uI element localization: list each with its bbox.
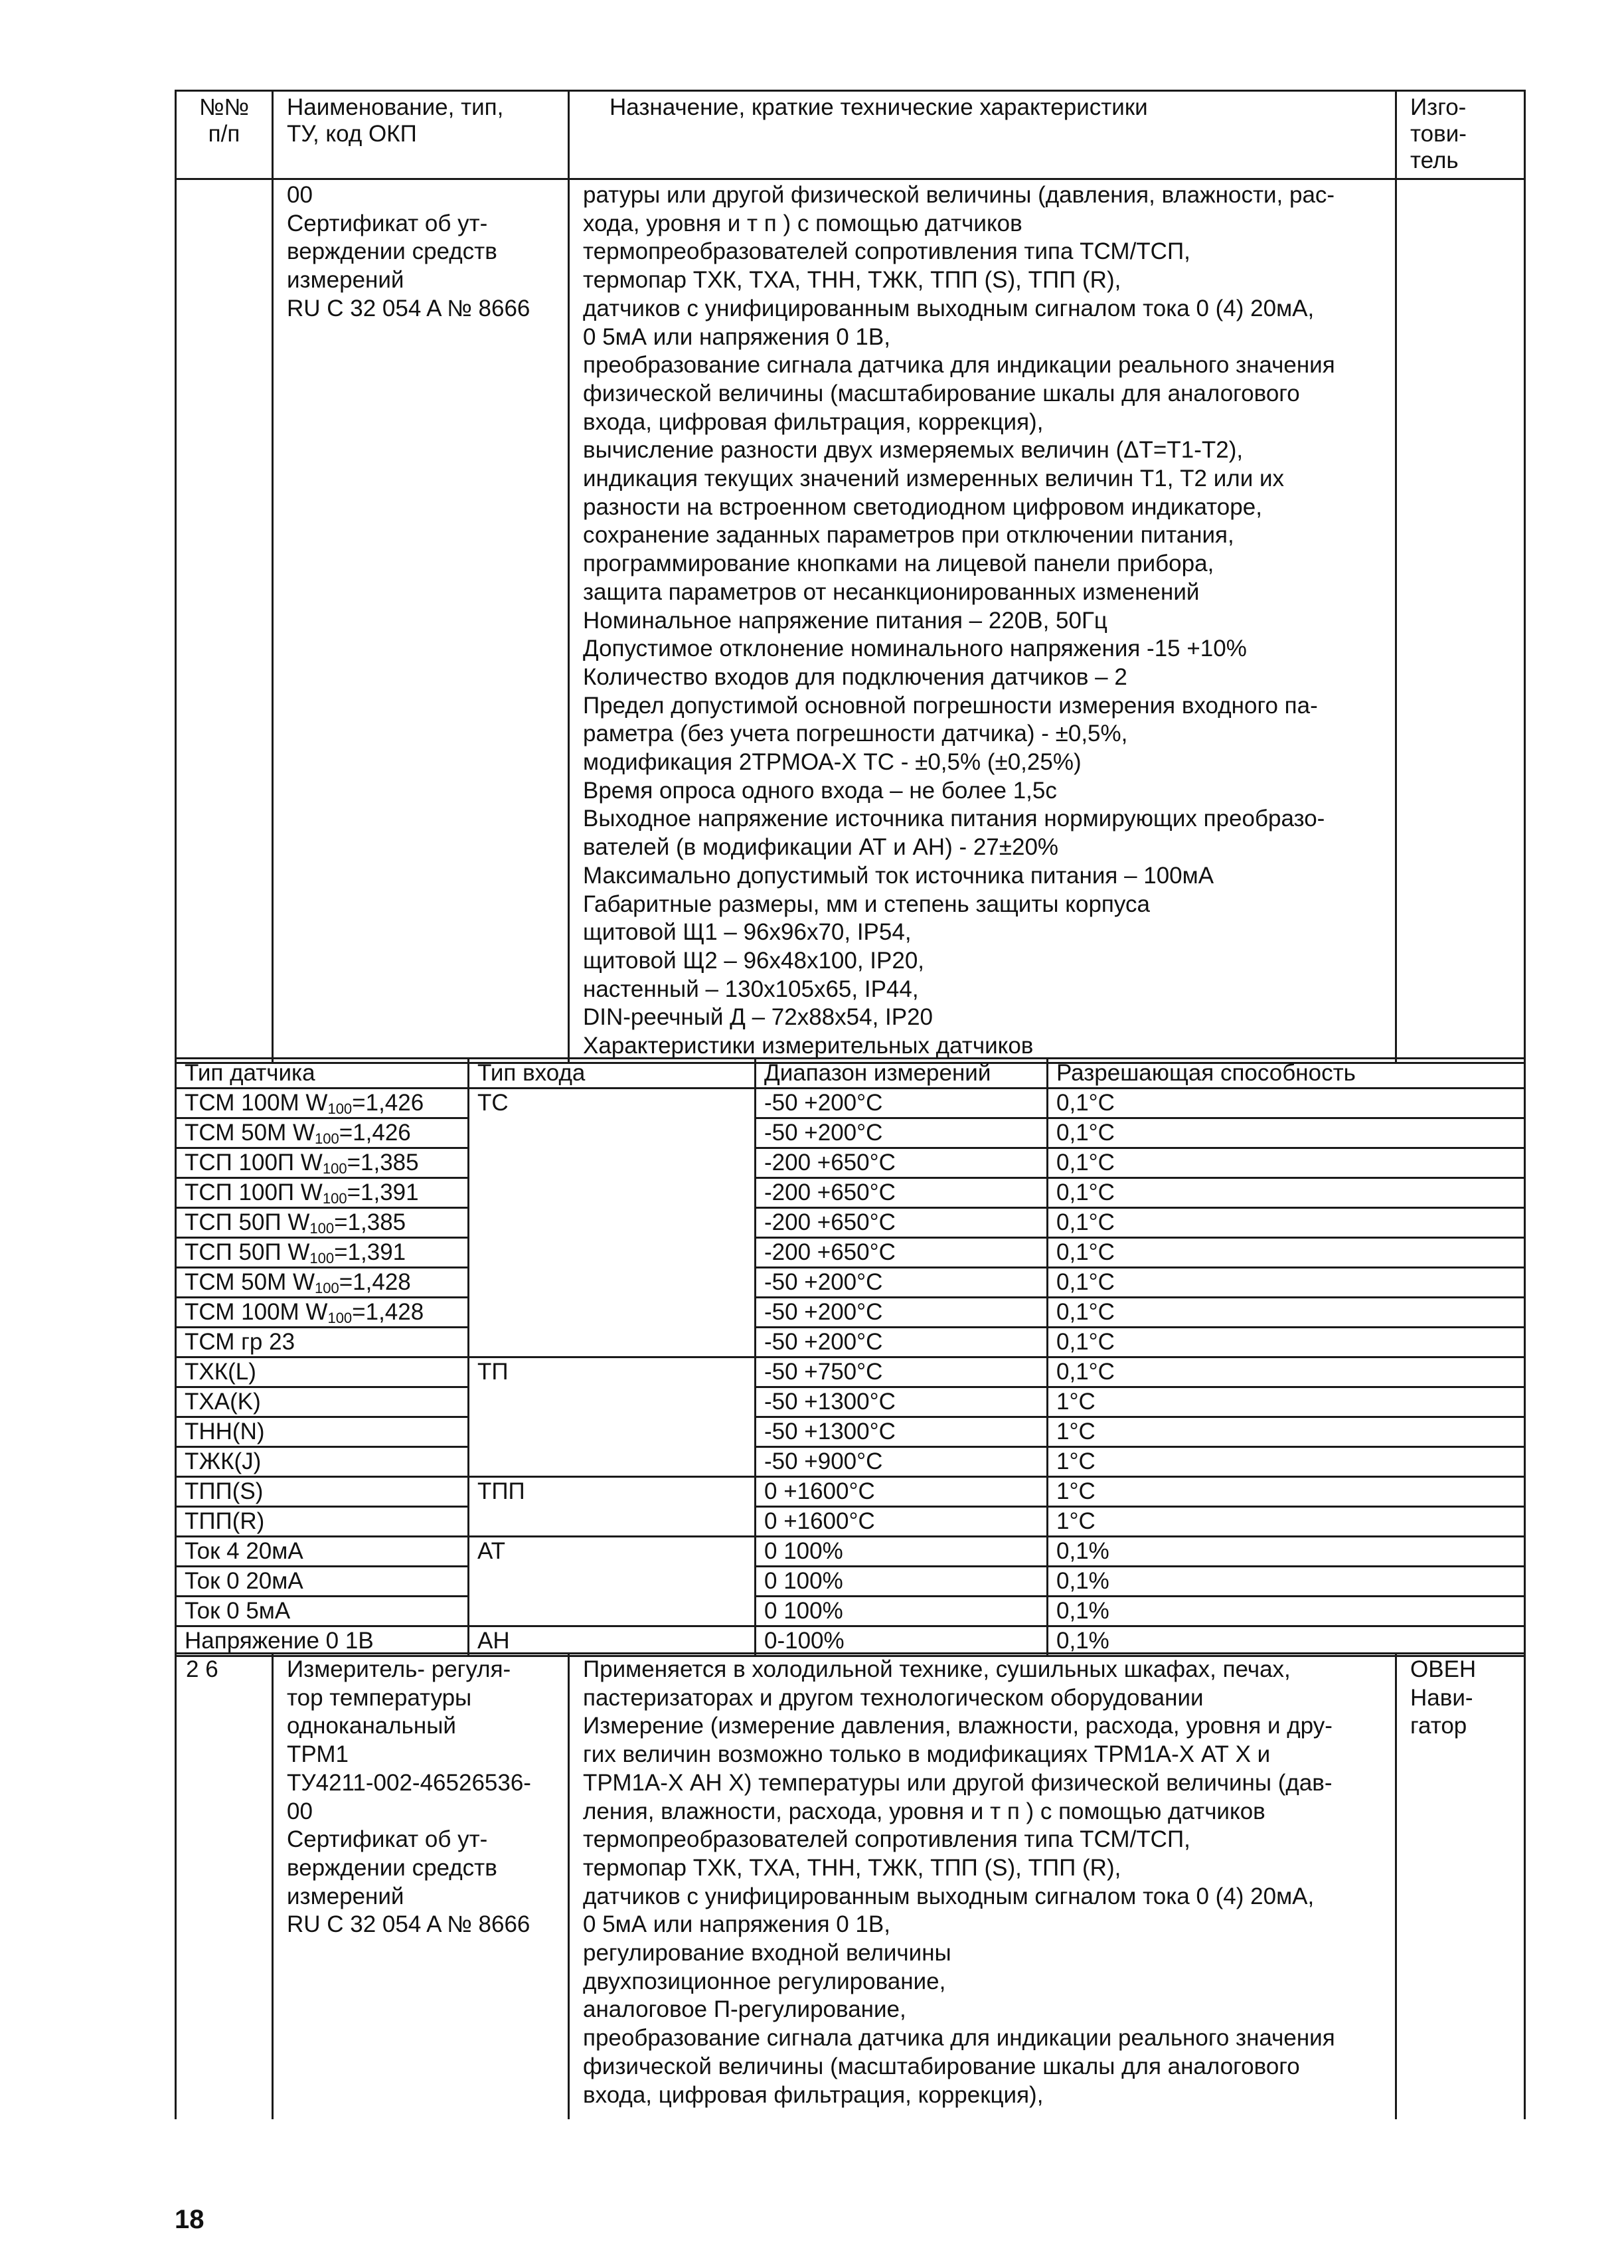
header-num-line: п/п bbox=[208, 121, 240, 147]
sensor-resolution: 0,1°С bbox=[1048, 1118, 1525, 1148]
sensor-resolution: 0,1°С bbox=[1048, 1089, 1525, 1118]
entry2-name-line: одноканальный bbox=[287, 1713, 456, 1739]
sensor-type bbox=[176, 1537, 469, 1567]
sensor-input-type bbox=[469, 1148, 756, 1178]
sensor-type bbox=[176, 1298, 469, 1328]
entry2-purpose-line: термопар ТХК, ТХА, ТНН, ТЖК, ТПП (S), ТПП (R), bbox=[583, 1854, 1121, 1881]
sensor-row bbox=[176, 1537, 1525, 1567]
entry2-maker bbox=[1396, 1654, 1525, 2119]
sensor-type bbox=[176, 1477, 469, 1507]
sensor-range: 0 +1600°С bbox=[756, 1507, 1048, 1537]
sensor-type bbox=[176, 1597, 469, 1626]
sensor-type bbox=[176, 1268, 469, 1298]
sensor-range: -50 +1300°С bbox=[756, 1417, 1048, 1447]
header-purpose-text: Назначение, краткие технические характеристики bbox=[609, 94, 1148, 120]
sensor-input-type bbox=[469, 1447, 756, 1477]
entry1-purpose-line: программирование кнопками на лицевой панели прибора, bbox=[583, 551, 1214, 577]
entry1-row bbox=[176, 179, 1525, 1063]
entry1-name-line: RU C 32 054 A № 8666 bbox=[287, 295, 530, 321]
sensor-row bbox=[176, 1238, 1525, 1268]
entry2-name-line: ТРМ1 bbox=[287, 1741, 349, 1768]
entry1-purpose-line: входа, цифровая фильтрация, коррекция), bbox=[583, 408, 1044, 435]
sensor-type-text: ТСП 50П W bbox=[185, 1239, 310, 1265]
entry2-purpose-line: гих величин возможно только в модификациях ТРМ1А-Х АТ Х и bbox=[583, 1741, 1271, 1768]
sensor-type bbox=[176, 1567, 469, 1597]
sensor-header-resolution: Разрешающая способность bbox=[1048, 1059, 1525, 1089]
sensor-input-type: ТПП bbox=[469, 1477, 756, 1507]
entry1-maker bbox=[1396, 179, 1525, 1063]
sensor-resolution: 1°С bbox=[1048, 1477, 1525, 1507]
sensor-type-subscript: 100 bbox=[315, 1280, 339, 1296]
header-name-line: ТУ, код ОКП bbox=[287, 121, 417, 147]
sensor-type-text: ТПП(R) bbox=[185, 1508, 265, 1534]
sensor-range: -50 +200°С bbox=[756, 1328, 1048, 1357]
entry2-purpose-line: преобразование сигнала датчика для индикации реального значения bbox=[583, 2025, 1335, 2051]
entry2-purpose-line: входа, цифровая фильтрация, коррекция), bbox=[583, 2081, 1044, 2108]
sensor-type bbox=[176, 1089, 469, 1118]
entry1-purpose-line: Максимально допустимый ток источника питания – 100мА bbox=[583, 862, 1214, 889]
entry2-purpose-line: регулирование входной величины bbox=[583, 1940, 951, 1966]
sensor-header-row bbox=[176, 1059, 1525, 1089]
sensor-input-type bbox=[469, 1328, 756, 1357]
sensor-resolution: 1°С bbox=[1048, 1447, 1525, 1477]
sensor-resolution: 0,1°С bbox=[1048, 1178, 1525, 1208]
sensor-type-text: ТСМ 100М W bbox=[185, 1090, 328, 1116]
entry2-purpose-line: Применяется в холодильной технике, сушильных шкафах, печах, bbox=[583, 1656, 1291, 1682]
sensor-resolution: 0,1°С bbox=[1048, 1357, 1525, 1387]
entry2-purpose-line: двухпозиционное регулирование, bbox=[583, 1968, 946, 1994]
sensor-type-subscript: 100 bbox=[327, 1310, 353, 1326]
entry1-name-line: верждении средств bbox=[287, 238, 497, 265]
sensor-resolution: 1°С bbox=[1048, 1507, 1525, 1537]
entry1-purpose-line: индикация текущих значений измеренных величин Т1, Т2 или их bbox=[583, 466, 1285, 492]
main-table-entry2 bbox=[175, 1652, 1526, 2119]
sensor-type-coefficient: =1,426 bbox=[352, 1090, 424, 1116]
entry2-name bbox=[273, 1654, 569, 2119]
entry1-purpose-line: вателей (в модификации АТ и АН) - 27±20% bbox=[583, 834, 1059, 861]
entry1-purpose-line: Габаритные размеры, мм и степень защиты корпуса bbox=[583, 891, 1150, 917]
sensor-type bbox=[176, 1118, 469, 1148]
sensor-type-text: ТСП 100П W bbox=[185, 1179, 323, 1205]
entry1-purpose-line: преобразование сигнала датчика для индикации реального значения bbox=[583, 352, 1335, 379]
header-name-line: Наименование, тип, bbox=[287, 94, 504, 120]
sensor-range: -200 +650°С bbox=[756, 1178, 1048, 1208]
sensor-header-type: Тип датчика bbox=[176, 1059, 469, 1089]
sensor-type-coefficient: =1,391 bbox=[347, 1179, 419, 1205]
sensor-type-text: ТСМ 100М W bbox=[185, 1299, 328, 1325]
sensor-range: -50 +900°С bbox=[756, 1447, 1048, 1477]
sensor-row bbox=[176, 1268, 1525, 1298]
entry2-name-line: Измеритель- регуля- bbox=[287, 1656, 511, 1682]
main-table bbox=[175, 90, 1526, 1064]
entry1-purpose-line: Характеристики измерительных датчиков bbox=[583, 1033, 1034, 1059]
sensor-type-coefficient: =1,385 bbox=[347, 1150, 419, 1176]
entry1-purpose-line: защита параметров от несанкционированных изменений bbox=[583, 578, 1200, 605]
sensor-range: -50 +200°С bbox=[756, 1118, 1048, 1148]
sensor-type-text: ТСП 100П W bbox=[185, 1150, 323, 1176]
entry1-name-line: 00 bbox=[287, 182, 313, 208]
sensor-input-type bbox=[469, 1298, 756, 1328]
sensor-row bbox=[176, 1567, 1525, 1597]
entry1-purpose-line: термопреобразователей сопротивления типа ТСМ/ТСП, bbox=[583, 238, 1190, 265]
header-row bbox=[176, 91, 1525, 179]
entry1-purpose-line: Количество входов для подключения датчиков – 2 bbox=[583, 663, 1127, 690]
sensor-input-type bbox=[469, 1567, 756, 1597]
sensor-type-subscript: 100 bbox=[315, 1130, 339, 1147]
entry1-purpose-line: вычисление разности двух измеряемых величин (ΔT=T1-T2), bbox=[583, 437, 1244, 464]
sensor-input-type bbox=[469, 1178, 756, 1208]
entry1-purpose-line: DIN-реечный Д – 72х88х54, IP20 bbox=[583, 1004, 934, 1031]
sensor-row bbox=[176, 1387, 1525, 1417]
sensor-row bbox=[176, 1597, 1525, 1626]
sensor-type-subscript: 100 bbox=[322, 1190, 347, 1207]
sensor-type-text: ТСМ гр 23 bbox=[185, 1329, 295, 1355]
sensor-type bbox=[176, 1208, 469, 1238]
sensor-resolution: 0,1°С bbox=[1048, 1238, 1525, 1268]
sensor-row bbox=[176, 1118, 1525, 1148]
entry2-name-line: тор температуры bbox=[287, 1684, 472, 1711]
entry2-purpose bbox=[569, 1654, 1396, 2119]
entry1-purpose-line: щитовой Щ1 – 96х96х70, IP54, bbox=[583, 919, 912, 946]
sensor-type-text: ТНН(N) bbox=[185, 1419, 265, 1444]
header-name bbox=[273, 91, 569, 179]
entry2-purpose-line: аналоговое П-регулирование, bbox=[583, 1996, 906, 2023]
entry1-purpose-line: разности на встроенном светодиодном цифровом индикаторе, bbox=[583, 493, 1262, 520]
sensor-type-text: Напряжение 0 1В bbox=[185, 1628, 374, 1654]
sensor-range: 0 100% bbox=[756, 1567, 1048, 1597]
sensor-type-text: Ток 0 5мА bbox=[185, 1598, 291, 1624]
sensor-range: -50 +200°С bbox=[756, 1298, 1048, 1328]
sensor-input-type bbox=[469, 1387, 756, 1417]
sensor-type-coefficient: =1,428 bbox=[339, 1269, 411, 1295]
entry1-purpose-line: Предел допустимой основной погрешности измерения входного па- bbox=[583, 692, 1318, 719]
header-maker bbox=[1396, 91, 1525, 179]
entry2-name-line: верждении средств bbox=[287, 1854, 497, 1881]
header-maker-line: тель bbox=[1410, 147, 1459, 173]
entry2-name-line: Сертификат об ут- bbox=[287, 1826, 488, 1853]
sensor-type bbox=[176, 1328, 469, 1357]
entry1-purpose-line: раметра (без учета погрешности датчика) - ±0,5%, bbox=[583, 721, 1128, 747]
sensor-row bbox=[176, 1626, 1525, 1656]
entry2-name-line: 00 bbox=[287, 1798, 313, 1824]
entry2-purpose-line: термопреобразователей сопротивления типа ТСМ/ТСП, bbox=[583, 1826, 1190, 1853]
sensor-input-type bbox=[469, 1597, 756, 1626]
entry2-num-text: 2 6 bbox=[186, 1656, 218, 1682]
sensor-input-type: ТС bbox=[469, 1089, 756, 1118]
sensor-type-coefficient: =1,428 bbox=[352, 1299, 424, 1325]
sensor-type bbox=[176, 1238, 469, 1268]
entry2-row bbox=[176, 1654, 1525, 2119]
sensor-type-text: ТХК(L) bbox=[185, 1359, 256, 1385]
entry2-name-line: ТУ4211-002-46526536- bbox=[287, 1769, 531, 1796]
sensor-header-input: Тип входа bbox=[469, 1059, 756, 1089]
entry2-purpose-line: ТРМ1А-Х АН Х) температуры или другой физической величины (дав- bbox=[583, 1769, 1333, 1796]
sensor-type bbox=[176, 1447, 469, 1477]
sensor-resolution: 0,1% bbox=[1048, 1567, 1525, 1597]
sensor-type bbox=[176, 1626, 469, 1656]
sensor-resolution: 0,1% bbox=[1048, 1626, 1525, 1656]
sensor-range: -50 +200°С bbox=[756, 1268, 1048, 1298]
sensor-type-text: Ток 0 20мА bbox=[185, 1568, 303, 1594]
entry2-name-line: RU C 32 054 A № 8666 bbox=[287, 1911, 530, 1938]
header-num-line: №№ bbox=[199, 94, 250, 120]
entry1-purpose-line: термопар ТХК, ТХА, ТНН, ТЖК, ТПП (S), ТПП (R), bbox=[583, 267, 1121, 294]
entry2-purpose-line: физической величины (масштабирование шкалы для аналогового bbox=[583, 2053, 1300, 2079]
sensor-resolution: 1°С bbox=[1048, 1417, 1525, 1447]
sensor-type-coefficient: =1,385 bbox=[334, 1209, 406, 1235]
sensor-input-type bbox=[469, 1118, 756, 1148]
entry2-purpose-line: датчиков с унифицированным выходным сигналом тока 0 (4) 20мА, bbox=[583, 1883, 1315, 1909]
page-number: 18 bbox=[175, 2205, 204, 2234]
entry1-name-line: Сертификат об ут- bbox=[287, 210, 488, 236]
sensor-row bbox=[176, 1417, 1525, 1447]
sensor-input-type bbox=[469, 1238, 756, 1268]
header-maker-line: тови- bbox=[1410, 121, 1467, 147]
sensor-input-type: ТП bbox=[469, 1357, 756, 1387]
sensor-range: -50 +200°С bbox=[756, 1089, 1048, 1118]
sensor-row bbox=[176, 1298, 1525, 1328]
entry1-purpose-line: Выходное напряжение источника питания нормирующих преобразо- bbox=[583, 806, 1325, 832]
entry1-name-line: измерений bbox=[287, 267, 404, 294]
sensor-input-type bbox=[469, 1268, 756, 1298]
sensor-resolution: 0,1°С bbox=[1048, 1268, 1525, 1298]
header-purpose bbox=[569, 91, 1396, 179]
sensor-row bbox=[176, 1208, 1525, 1238]
sensor-row bbox=[176, 1178, 1525, 1208]
sensor-type-subscript: 100 bbox=[327, 1100, 353, 1117]
sensor-header-range: Диапазон измерений bbox=[756, 1059, 1048, 1089]
sensor-input-type bbox=[469, 1507, 756, 1537]
entry2-name-line: измерений bbox=[287, 1883, 404, 1909]
sensor-row bbox=[176, 1089, 1525, 1118]
sensor-type-text: ТСМ 50М W bbox=[185, 1120, 315, 1146]
entry1-purpose-line: физической величины (масштабирование шкалы для аналогового bbox=[583, 380, 1300, 406]
header-maker-line: Изго- bbox=[1410, 94, 1467, 120]
sensor-range: 0 100% bbox=[756, 1537, 1048, 1567]
sensor-row bbox=[176, 1507, 1525, 1537]
sensor-range: -50 +1300°С bbox=[756, 1387, 1048, 1417]
sensor-table bbox=[175, 1057, 1526, 1657]
sensor-row bbox=[176, 1328, 1525, 1357]
entry1-purpose-line: сохранение заданных параметров при отключении питания, bbox=[583, 522, 1234, 549]
entry1-purpose bbox=[569, 179, 1396, 1063]
sensor-type-text: ТСП 50П W bbox=[185, 1209, 310, 1235]
sensor-range: -50 +750°С bbox=[756, 1357, 1048, 1387]
sensor-type-text: Ток 4 20мА bbox=[185, 1538, 303, 1564]
sensor-type bbox=[176, 1357, 469, 1387]
entry1-purpose-line: 0 5мА или напряжения 0 1В, bbox=[583, 323, 890, 350]
sensor-type-text: ТСМ 50М W bbox=[185, 1269, 315, 1295]
sensor-type-text: ТХА(K) bbox=[185, 1389, 261, 1415]
sensor-input-type: АН bbox=[469, 1626, 756, 1656]
sensor-type-subscript: 100 bbox=[309, 1250, 335, 1266]
entry1-purpose-line: Время опроса одного входа – не более 1,5с bbox=[583, 777, 1057, 804]
entry2-purpose-line: Измерение (измерение давления, влажности, расхода, уровня и дру- bbox=[583, 1713, 1333, 1739]
sensor-input-type: АТ bbox=[469, 1537, 756, 1567]
entry2-purpose-line: ления, влажности, расхода, уровня и т п ) с помощью датчиков bbox=[583, 1798, 1265, 1824]
sensor-resolution: 0,1°С bbox=[1048, 1208, 1525, 1238]
sensor-resolution: 0,1°С bbox=[1048, 1298, 1525, 1328]
entry1-purpose-line: ратуры или другой физической величины (давления, влажности, рас- bbox=[583, 182, 1335, 208]
header-num bbox=[176, 91, 273, 179]
sensor-input-type bbox=[469, 1417, 756, 1447]
sensor-row bbox=[176, 1148, 1525, 1178]
sensor-row bbox=[176, 1447, 1525, 1477]
sensor-type bbox=[176, 1148, 469, 1178]
sensor-range: 0 100% bbox=[756, 1597, 1048, 1626]
entry2-maker-line: гатор bbox=[1410, 1713, 1467, 1739]
sensor-type bbox=[176, 1507, 469, 1537]
sensor-type bbox=[176, 1178, 469, 1208]
sensor-range: 0-100% bbox=[756, 1626, 1048, 1656]
sensor-range: 0 +1600°С bbox=[756, 1477, 1048, 1507]
entry2-num bbox=[176, 1654, 273, 2119]
entry1-purpose-line: датчиков с унифицированным выходным сигналом тока 0 (4) 20мА, bbox=[583, 295, 1315, 321]
entry1-purpose-line: Допустимое отклонение номинального напряжения -15 +10% bbox=[583, 636, 1247, 662]
entry1-purpose-line: щитовой Щ2 – 96х48х100, IP20, bbox=[583, 947, 925, 974]
entry2-purpose-line: пастеризаторах и другом технологическом оборудовании bbox=[583, 1684, 1204, 1711]
sensor-type-subscript: 100 bbox=[322, 1160, 347, 1177]
entry1-name bbox=[273, 179, 569, 1063]
sensor-input-type bbox=[469, 1208, 756, 1238]
sensor-type-text: ТЖК(J) bbox=[185, 1448, 262, 1474]
sensor-type-coefficient: =1,391 bbox=[334, 1239, 406, 1265]
entry2-maker-line: Нави- bbox=[1410, 1684, 1473, 1711]
entry1-purpose-line: настенный – 130х105х65, IP44, bbox=[583, 976, 919, 1002]
sensor-resolution: 0,1°С bbox=[1048, 1328, 1525, 1357]
sensor-type-coefficient: =1,426 bbox=[339, 1120, 411, 1146]
sensor-type-subscript: 100 bbox=[309, 1220, 335, 1237]
sensor-row bbox=[176, 1357, 1525, 1387]
entry1-purpose-line: хода, уровня и т п ) с помощью датчиков bbox=[583, 210, 1022, 236]
sensor-resolution: 0,1% bbox=[1048, 1537, 1525, 1567]
sensor-range: -200 +650°С bbox=[756, 1208, 1048, 1238]
sensor-resolution: 0,1°С bbox=[1048, 1148, 1525, 1178]
sensor-type-text: ТПП(S) bbox=[185, 1478, 264, 1504]
entry1-purpose-line: Номинальное напряжение питания – 220В, 50Гц bbox=[583, 607, 1107, 634]
entry1-num bbox=[176, 179, 273, 1063]
entry2-purpose-line: 0 5мА или напряжения 0 1В, bbox=[583, 1911, 890, 1938]
sensor-type bbox=[176, 1387, 469, 1417]
entry2-maker-line: ОВЕН bbox=[1410, 1656, 1477, 1682]
sensor-resolution: 1°С bbox=[1048, 1387, 1525, 1417]
sensor-range: -200 +650°С bbox=[756, 1238, 1048, 1268]
sensor-range: -200 +650°С bbox=[756, 1148, 1048, 1178]
sensor-type bbox=[176, 1417, 469, 1447]
sensor-resolution: 0,1% bbox=[1048, 1597, 1525, 1626]
sensor-row bbox=[176, 1477, 1525, 1507]
entry1-purpose-line: модификация 2ТРМОА-Х ТС - ±0,5% (±0,25%) bbox=[583, 749, 1082, 776]
